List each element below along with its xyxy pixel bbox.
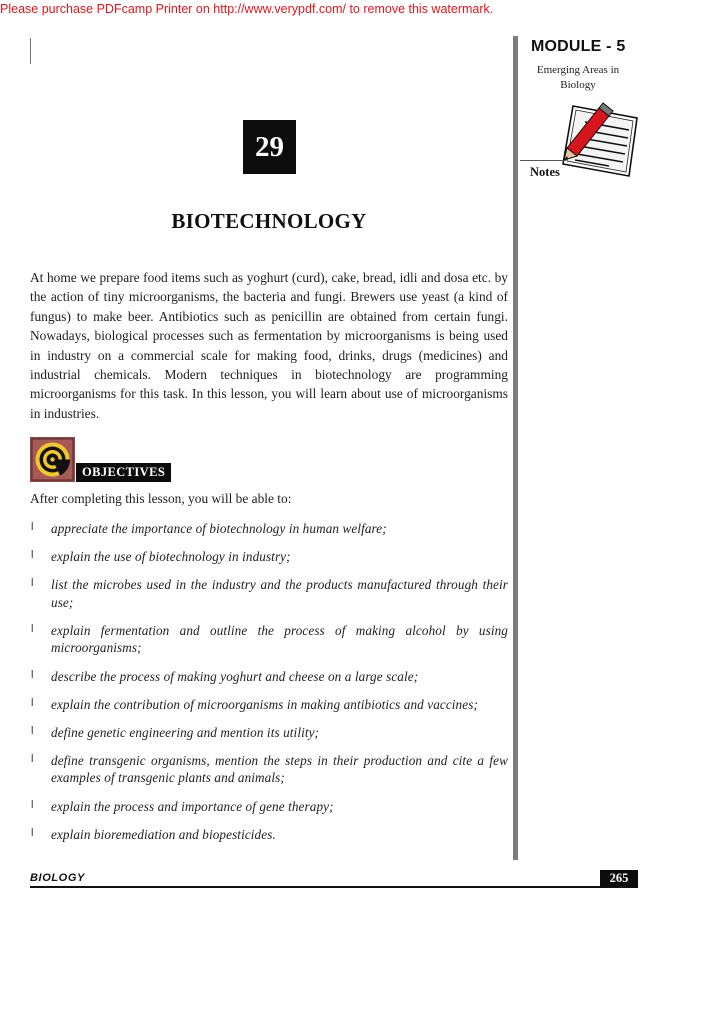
module-title: MODULE - 5 <box>531 38 626 55</box>
objective-text: define transgenic organisms, mention the steps in their production and cite a few examples of transgenic plants and animals; <box>51 752 508 786</box>
chapter-number: 29 <box>243 120 296 174</box>
bullet-glyph: l <box>31 521 34 533</box>
bullet-glyph: l <box>31 549 34 562</box>
bullet-glyph: l <box>31 798 34 811</box>
objective-text: explain the contribution of microorganisms in making antibiotics and vaccines; <box>51 696 478 712</box>
pdf-watermark: Please purchase PDFcamp Printer on http://www.verypdf.com/ to remove this watermark. <box>0 2 494 16</box>
bullet-glyph: l <box>31 752 34 765</box>
objectives-intro: After completing this lesson, you will be able to: <box>30 491 292 506</box>
margin-divider <box>513 36 518 860</box>
bullet-glyph: l <box>31 622 34 635</box>
bullet-glyph: l <box>31 668 34 681</box>
chapter-title: BIOTECHNOLOGY <box>171 209 367 233</box>
list-item <box>30 696 508 714</box>
intro-paragraph: At home we prepare food items such as yoghurt (curd), cake, bread, idli and dosa etc. by the action of tiny microorganisms, the bacteria and fungi. Brewers use yeast (a kind of fungus) to make beer. Antibiotics such as penicillin are obtained from certain fungi. Nowadays, biological processes such as fermentation by microorganisms is being used in industry on a commercial scale for making food, drinks, drugs (medicines) and industrial chemicals. Modern techniques in biotechnology are programming microorganisms for this task. In this lesson, you will learn about use of microorganisms in industries. <box>30 270 508 421</box>
bullet-glyph: l <box>31 826 34 839</box>
list-item <box>30 752 508 787</box>
notes-divider <box>520 160 566 161</box>
page-number: 265 <box>600 870 638 887</box>
notes-pencil-icon <box>559 100 639 178</box>
list-item <box>30 520 508 538</box>
list-item <box>30 622 508 657</box>
objective-text: define genetic engineering and mention its utility; <box>51 724 320 740</box>
objective-text: explain the use of biotechnology in industry; <box>51 549 291 565</box>
margin-tick <box>30 38 31 64</box>
list-item <box>30 826 508 844</box>
objective-text: explain the process and importance of gene therapy; <box>51 798 334 814</box>
objective-text: appreciate the importance of biotechnology in human welfare; <box>51 521 387 536</box>
bullet-glyph: l <box>31 577 34 590</box>
bullet-glyph: l <box>31 724 34 737</box>
objective-text: list the microbes used in the industry and the products manufactured through their use; <box>51 577 508 610</box>
objectives-heading: OBJECTIVES <box>76 463 171 482</box>
bullet-glyph: l <box>31 696 34 709</box>
list-item <box>30 576 508 611</box>
objective-text: explain bioremediation and biopesticides. <box>51 826 276 842</box>
notes-label: Notes <box>530 165 560 179</box>
objective-text: describe the process of making yoghurt and cheese on a large scale; <box>51 668 419 684</box>
list-item <box>30 724 508 742</box>
module-subtitle: Emerging Areas in Biology <box>536 64 620 91</box>
objective-text: explain fermentation and outline the process of making alcohol by using microorganisms; <box>51 622 508 656</box>
footer-rule <box>30 886 638 888</box>
list-item <box>30 798 508 816</box>
objectives-list <box>30 520 508 854</box>
list-item <box>30 548 508 566</box>
objectives-target-icon <box>30 437 75 482</box>
list-item <box>30 668 508 686</box>
footer-subject: BIOLOGY <box>30 872 85 884</box>
